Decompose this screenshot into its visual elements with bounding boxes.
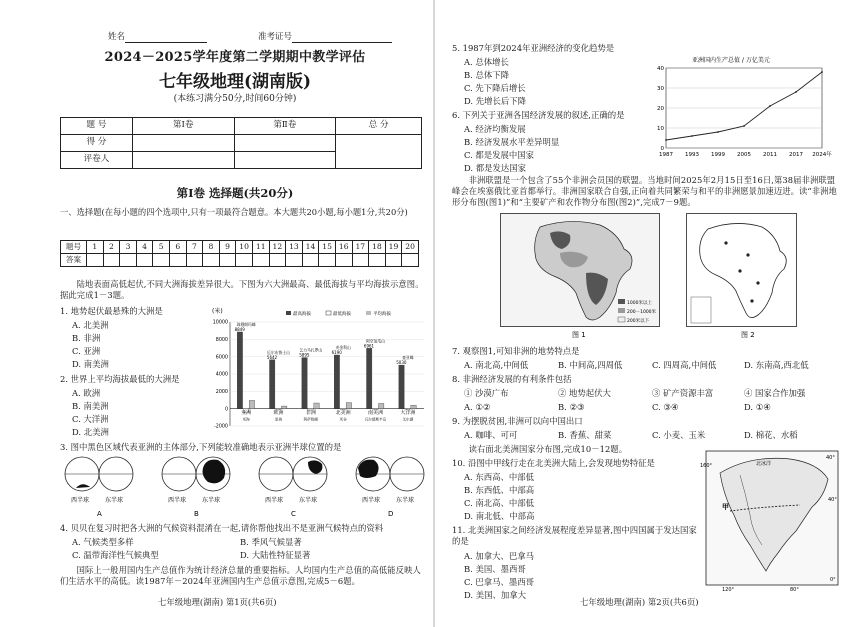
answer-head-number: 3 [120,241,137,254]
answer-cell[interactable] [219,254,236,267]
hemi-west-label: 西半球 [362,497,381,504]
q2-option-b[interactable]: B. 南美洲 [72,401,109,411]
bar-mean [346,403,351,409]
legend-high: 最高海拔 [293,312,311,317]
q9-option-d[interactable]: D. 棉花、水稻 [744,430,798,440]
q10-option-c[interactable]: C. 南北高、中部低 [464,498,535,508]
lon-120: 120° [722,587,735,593]
bar-low [373,409,378,410]
answer-head-number: 5 [153,241,170,254]
bar-value-label: 5030 [396,360,407,366]
gdp-point [717,131,719,133]
africa-terrain-map [500,213,660,341]
q2-option-a[interactable]: A. 欧洲 [72,388,101,398]
line-y-tick: 20 [657,106,664,112]
q6-option-a[interactable]: A. 经济均衡发展 [464,124,526,134]
score-table [60,117,422,169]
q8-item-2: ② 地势起伏大 [558,388,611,398]
answer-cell[interactable] [402,254,419,267]
africa-resource-map [686,213,816,341]
score-head-part1: 第Ⅰ卷 [132,118,234,135]
q5-option-d[interactable]: D. 先增长后下降 [464,96,526,106]
q4-option-c[interactable]: C. 温带海洋性气候典型 [72,550,159,560]
grader-row-label: 评卷人 [61,152,133,169]
hemi-west-label: 西半球 [168,497,187,504]
bar-value-label: 6961 [363,343,375,349]
answer-head-number: 1 [87,241,104,254]
section1-instruction: 一、选择题(在每小题的四个选项中,只有一项最符合题意。本大题共20小题,每小题1分,共20分) [60,207,408,217]
intro-7-9: 非洲联盟是一个包含了55个非洲会员国的联盟。当地时间2025年2月15日至16日,第38届非洲联盟峰会在埃塞俄比亚首都举行。非洲国家联合自强,正向着共同繁荣与和平的非洲愿景加速迈进。读“非洲地形分布图(图1)”和“主要矿产和农作物分布图(图2)”,完成7－9题。 [452,175,837,207]
q1-option-a[interactable]: A. 北美洲 [72,320,109,330]
hemi-east-label: 东半球 [396,497,415,504]
line-x-tick: 2011 [763,152,777,158]
line-x-tick: 2005 [737,152,751,158]
altitude-bar-chart [208,304,430,432]
bar-category-label: 南美洲 [367,410,384,417]
id-blank[interactable] [292,34,392,43]
bar-y-tick: 8000 [215,337,228,343]
answer-cell[interactable] [136,254,153,267]
arctic-label: 北冰洋 [756,461,772,467]
lat-0: 0° [830,577,836,583]
q3-label-c: C [291,510,296,518]
q4-stem: 4. 贝贝在复习时把各大洲的气候资料混淆在一起,请你帮他找出不是亚洲气候特点的资料 [60,523,384,533]
q9-option-c[interactable]: C. 小麦、玉米 [652,430,706,440]
q2-option-c[interactable]: C. 大洋洲 [72,414,109,424]
legend-low: 最低海拔 [333,312,351,317]
bar-low-annotation: 死海 [242,417,250,422]
intro-1-3: 陆地表面高低起伏,不同大洲海拔差异很大。下图为六大洲最高、最低海拔与平均海拔示意图。据此完成1－3题。 [60,279,424,300]
gdp-point [743,125,745,127]
q8-item-4: ④ 国家合作加强 [744,388,806,398]
answer-head-number: 12 [269,241,286,254]
q10-stem: 10. 沿图中甲线行走在北美洲大陆上,会发现地势特征是 [452,458,655,468]
answer-cell[interactable] [153,254,170,267]
q10-option-d[interactable]: D. 南北低、中部高 [464,511,535,521]
bar-mean [411,405,416,408]
score-head-total: 总 分 [336,118,422,135]
resource-dot [746,253,749,256]
bar-low-annotation: 里海 [274,417,283,422]
bar-peak-annotation: 乞力马扎罗山 [299,347,323,353]
q3-choice-c[interactable] [259,457,327,518]
legend-high-text: 1000米以上 [627,301,652,306]
q1-option-d[interactable]: D. 南美洲 [72,359,109,369]
answer-head-label: 题号 [61,241,87,254]
q5-option-b[interactable]: B. 总体下降 [464,70,509,80]
bar-low [405,409,410,410]
q8-item-1: ① 沙漠广布 [464,388,509,398]
legend-mid-text: 200－1000米 [627,310,657,315]
bar-low-annotation: 死谷 [339,417,347,422]
lat-40: 40° [828,497,837,503]
id-label: 准考证号 [258,32,293,42]
score-cell[interactable] [132,135,234,152]
id-field [258,32,392,43]
legend-mean: 平均海拔 [373,312,391,317]
bar-high [270,360,275,409]
legend-swatch-high [286,311,291,315]
hemi-west-label: 西半球 [71,497,90,504]
q10-option-a[interactable]: A. 东西高、中部低 [464,472,534,482]
bar-peak-annotation: 珠穆朗玛峰 [236,321,256,327]
q11-option-b[interactable]: B. 美国、墨西哥 [464,564,526,574]
q2-option-d[interactable]: D. 北美洲 [72,427,109,437]
name-field [108,32,207,43]
footer-right: 七年级地理(湖南) 第2页(共6页) [580,597,699,607]
bar-low-annotation: 阿萨勒湖 [303,417,319,422]
answer-cell[interactable] [120,254,137,267]
bar-y-tick: 0 [224,407,228,413]
q11-option-a[interactable]: A. 加拿大、巴拿马 [464,551,534,561]
legend-low-swatch [618,317,625,322]
q3-choice-a[interactable] [65,457,133,518]
answer-head-number: 4 [136,241,153,254]
intro-10-12: 读右面北美洲国家分布图,完成10－12题。 [468,444,628,454]
answer-cell[interactable] [203,254,220,267]
answer-cell[interactable] [369,254,386,267]
fig2-caption: 图 2 [741,331,755,339]
answer-cell[interactable] [335,254,352,267]
answer-head-number: 6 [169,241,186,254]
q3-choice-b[interactable] [162,457,230,518]
q9-option-a[interactable]: A. 咖啡、可可 [464,430,518,440]
q3-label-d: D [388,510,394,518]
bar-category-label: 非洲 [305,410,316,417]
q8-option-c[interactable]: C. ③④ [652,402,679,412]
bar-value-label: 8849 [234,326,245,332]
q2-stem: 2. 世界上平均海拔最低的大洲是 [60,374,180,384]
line-x-tick: 2017 [789,152,803,158]
bar-low [276,409,281,410]
answer-head-number: 16 [335,241,352,254]
bar-low-annotation: 艾尔湖 [402,417,414,422]
hemi-east-label: 东半球 [105,497,124,504]
gdp-line-chart [652,52,832,164]
intro-5-6: 国际上一般用国内生产总值作为统计经济总量的重要指标。人均国内生产总值的高低能反映人们生活水平的高低。读1987年－2024年亚洲国内生产总值示意图,完成5－6题。 [60,565,421,586]
answer-head-number: 9 [219,241,236,254]
q5-option-c[interactable]: C. 先下降后增长 [464,83,526,93]
bar-peak-annotation: 查亚峰 [402,355,414,361]
q4-option-b[interactable]: B. 季风气候显著 [240,537,302,547]
grader-cell[interactable] [132,152,234,169]
score-head-label: 题 号 [61,118,133,135]
q8-stem: 8. 非洲经济发展的有利条件包括 [452,374,572,384]
answer-cell[interactable] [302,254,319,267]
bar-mean [282,406,287,409]
answer-cell[interactable] [87,254,104,267]
bar-low-annotation: 瓦尔德斯半岛 [364,417,387,422]
bar-y-tick: 6000 [215,355,228,361]
answer-head-number: 11 [252,241,269,254]
line-y-tick: 30 [657,86,664,92]
q4-option-a[interactable]: A. 气候类型多样 [72,537,134,547]
name-blank[interactable] [125,34,207,43]
gdp-point [691,135,693,137]
gdp-point [795,91,797,93]
exam-title: 2024－2025学年度第二学期期中教学评估 [104,50,366,65]
grader-cell[interactable] [234,152,336,169]
asia-shape-b [203,460,226,484]
q3-label-a: A [97,510,102,518]
fig1-caption: 图 1 [572,331,586,339]
score-cell[interactable] [234,135,336,152]
footer-left: 七年级地理(湖南) 第1页(共6页) [158,597,277,607]
q10-option-b[interactable]: B. 东西低、中部高 [464,485,535,495]
line-x-tick: 1999 [711,152,725,158]
answer-head-number: 19 [385,241,402,254]
answer-head-number: 15 [319,241,336,254]
line-x-tick: 1993 [685,152,699,158]
resource-dot [756,281,759,284]
bar-peak-annotation: 麦金利山 [335,345,351,351]
q11-option-c[interactable]: C. 巴拿马、墨西哥 [464,577,535,587]
hemi-east-label: 东半球 [299,497,318,504]
q9-option-b[interactable]: B. 香蕉、甜菜 [558,430,612,440]
bar-value-label: 5895 [299,352,310,358]
bar-y-tick: 10000 [212,320,228,326]
answer-head-number: 13 [286,241,303,254]
page-fold [433,0,435,627]
answer-cell[interactable] [186,254,203,267]
answer-head-number: 14 [302,241,319,254]
q3-hemisphere-diagrams [60,454,430,520]
bar-category-label: 欧洲 [273,410,284,417]
q1-option-b[interactable]: B. 非洲 [72,333,101,343]
legend-swatch-mean [366,311,371,315]
q4-option-d[interactable]: D. 大陆性特征显著 [240,550,311,560]
bar-unit-label: (米) [212,308,223,315]
legend-mid-swatch [618,308,625,313]
bar-mean [314,403,319,409]
bar-high [334,355,339,409]
hemi-west-label: 西半球 [265,497,284,504]
section1-title: 第Ⅰ卷 选择题(共20分) [176,186,294,200]
answer-head-number: 8 [203,241,220,254]
q6-option-d[interactable]: D. 都是发达国家 [464,163,526,173]
answer-head-number: 18 [369,241,386,254]
answer-row-label: 答案 [61,254,87,267]
q6-stem: 6. 下列关于亚洲各国经济发展的叙述,正确的是 [452,110,625,120]
hemi-east-label: 东半球 [202,497,221,504]
q7-option-a[interactable]: A. 南北高,中间低 [464,360,529,370]
lon-80: 80° [790,587,799,593]
bar-high [237,332,242,409]
resource-dot [724,241,727,244]
q7-option-c[interactable]: C. 四周高,中间低 [652,360,717,370]
answer-cell[interactable] [236,254,253,267]
q7-option-b[interactable]: B. 中间高,四周低 [558,360,623,370]
q8-option-b[interactable]: B. ②③ [558,402,585,412]
answer-head-number: 17 [352,241,369,254]
q3-stem: 3. 图中黑色区域代表亚洲的主体部分,下列能较准确地表示亚洲半球位置的是 [60,442,342,452]
q6-option-b[interactable]: B. 经济发展水平差异明显 [464,137,560,147]
q3-choice-d[interactable] [356,457,424,518]
bar-category-label: 北美洲 [335,410,351,417]
q3-label-b: B [194,510,199,518]
gdp-point [821,71,823,73]
bar-peak-annotation: 厄尔布鲁士山 [267,349,290,355]
q8-option-a[interactable]: A. ①② [464,402,491,412]
bar-mean [249,400,254,408]
answer-cell[interactable] [103,254,120,267]
q5-stem: 5. 1987年到2024年亚洲经济的变化趋势是 [452,43,615,53]
answer-head-number: 20 [402,241,419,254]
q1-stem: 1. 地势起伏最悬殊的大洲是 [60,306,163,316]
answer-cell[interactable] [352,254,369,267]
answer-cell[interactable] [269,254,286,267]
bar-y-tick: -2000 [214,424,228,430]
bar-mean [379,403,384,408]
resource-dot [738,269,741,272]
answer-cell[interactable] [169,254,186,267]
legend-high-swatch [618,299,625,304]
bar-category-label: 亚洲 [241,410,252,417]
fig2-legend [691,297,711,323]
line-chart-title: 亚洲国内生产总值 / 万亿美元 [692,57,770,64]
line-y-tick: 0 [660,146,664,152]
q7-stem: 7. 观察图1,可知非洲的地势特点是 [452,346,580,356]
north-america-map [700,445,842,593]
answer-cell[interactable] [385,254,402,267]
bar-value-label: 6190 [331,350,342,356]
gdp-series-line [666,72,822,140]
line-x-tick: 1987 [659,152,673,158]
bar-category-label: 大洋洲 [400,410,416,417]
gdp-point [769,105,771,107]
q7-option-d[interactable]: D. 东南高,西北低 [744,360,809,370]
answer-table [60,240,419,267]
answer-head-number: 10 [236,241,253,254]
answer-head-number: 2 [103,241,120,254]
score-head-part2: 第Ⅱ卷 [234,118,336,135]
bar-y-tick: 2000 [215,389,228,395]
q11-stem: 11. 北美洲国家之间经济发展程度差异显著,图中四国属于发达国家的是 [452,525,697,546]
bar-high [302,358,307,409]
exam-note: (本练习满分50分,时间60分钟) [173,94,297,104]
answer-cell[interactable] [319,254,336,267]
lon-40: 40° [826,455,835,461]
q8-item-3: ③ 矿产资源丰富 [652,388,714,398]
bar-high [399,365,404,409]
line-y-tick: 40 [657,66,664,72]
answer-head-number: 7 [186,241,203,254]
bar-value-label: 5642 [266,354,278,360]
legend-swatch-low [326,311,331,315]
name-label: 姓名 [108,32,126,42]
bar-y-tick: 4000 [215,372,228,378]
line-x-tick: 2024年 [812,152,832,158]
q5-option-a[interactable]: A. 总体增长 [464,57,509,67]
q1-option-c[interactable]: C. 亚洲 [72,346,101,356]
jia-label: 甲 [722,503,729,511]
q9-stem: 9. 为摆脱贫困,非洲可以向中国出口 [452,416,583,426]
bar-high [367,348,372,408]
answer-cell[interactable] [252,254,269,267]
legend-low-text: 200米以下 [627,319,650,324]
gdp-point [665,139,667,141]
q6-option-c[interactable]: C. 都是发展中国家 [464,150,535,160]
subject-title: 七年级地理(湖南版) [158,72,312,92]
q8-option-d[interactable]: D. ①④ [744,402,771,412]
lon-160: 160° [700,463,713,469]
q11-option-d[interactable]: D. 美国、加拿大 [464,590,526,600]
score-row-label: 得 分 [61,135,133,152]
line-y-tick: 10 [657,126,664,132]
score-total-cell[interactable] [336,135,422,169]
bar-peak-annotation: 阿空加瓜山 [366,338,385,344]
answer-cell[interactable] [286,254,303,267]
resource-dot [750,299,753,302]
